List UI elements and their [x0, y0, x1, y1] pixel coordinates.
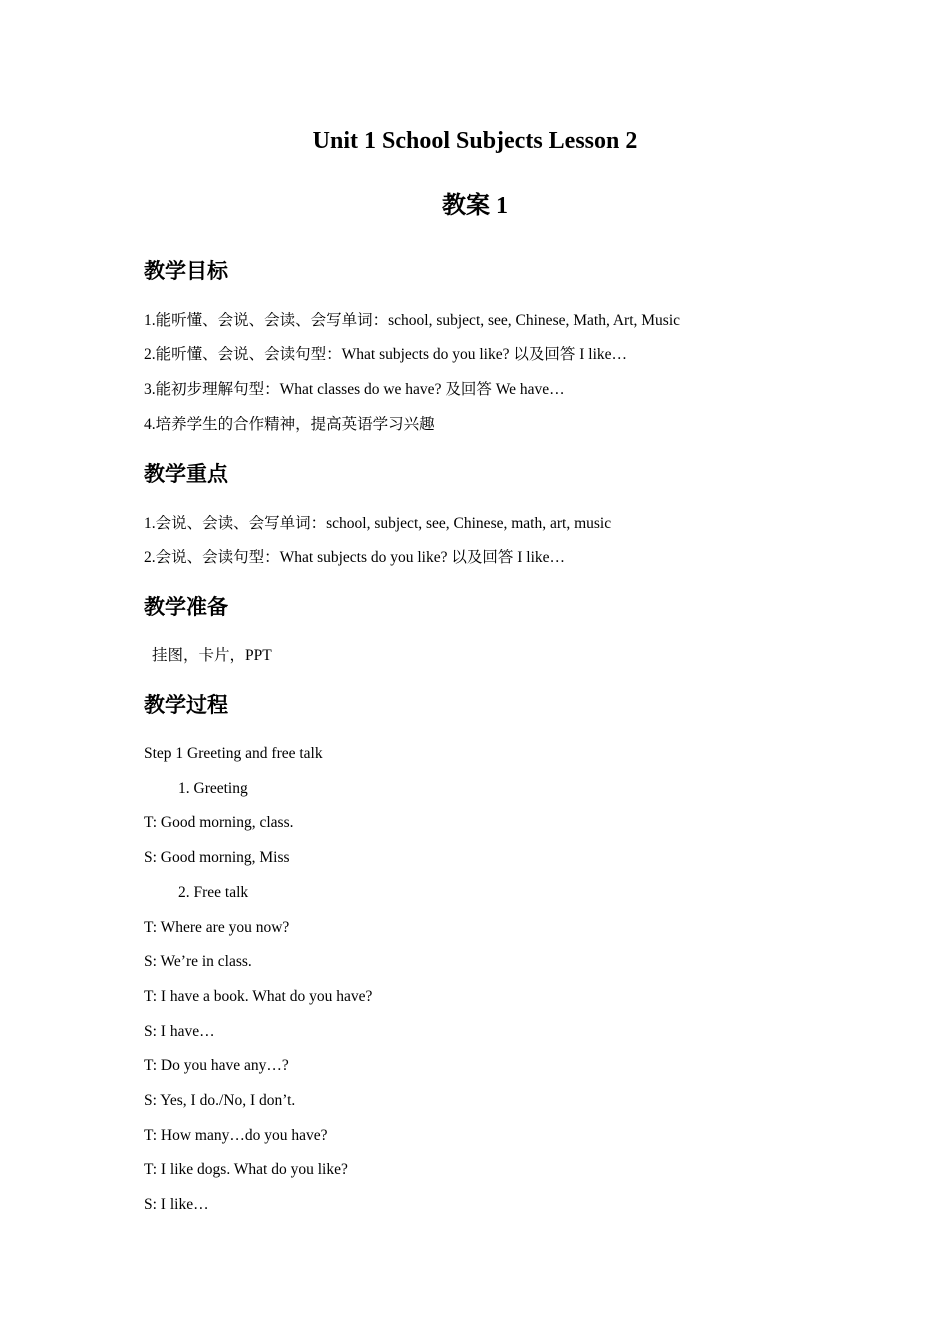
document-subtitle: 教案 1: [442, 193, 508, 219]
process-line: T: How many…do you have?: [144, 1127, 328, 1144]
process-line: T: I like dogs. What do you like?: [144, 1161, 348, 1178]
key-points-heading: 教学重点: [144, 462, 228, 486]
process-line: S: Good morning, Miss: [144, 849, 290, 866]
process-line: S: I like…: [144, 1196, 209, 1213]
objectives-heading: 教学目标: [144, 259, 228, 283]
process-line: T: Good morning, class.: [144, 814, 294, 831]
process-line: S: We’re in class.: [144, 953, 252, 970]
process-line: T: Where are you now?: [144, 919, 290, 936]
key-point-item-2: 2.会说、会读句型：What subjects do you like? 以及回答 I like…: [144, 549, 566, 566]
objective-item-1: 1.能听懂、会说、会读、会写单词：school, subject, see, Chinese, Math, Art, Music: [144, 312, 680, 329]
document-title: Unit 1 School Subjects Lesson 2: [312, 128, 638, 154]
preparation-heading: 教学准备: [144, 595, 228, 619]
objective-item-4: 4.培养学生的合作精神，提高英语学习兴趣: [144, 416, 435, 433]
objective-item-2: 2.能听懂、会说、会读句型：What subjects do you like? 以及回答 I like…: [144, 346, 628, 363]
process-line: T: Do you have any…?: [144, 1057, 289, 1074]
process-step-1: Step 1 Greeting and free talk: [144, 745, 323, 762]
process-line: S: Yes, I do./No, I don’t.: [144, 1092, 296, 1109]
objective-item-3: 3.能初步理解句型：What classes do we have? 及回答 We have…: [144, 381, 565, 398]
key-point-item-1: 1.会说、会读、会写单词：school, subject, see, Chinese, math, art, music: [144, 515, 612, 532]
process-substep-free-talk: 2. Free talk: [178, 884, 249, 901]
process-heading: 教学过程: [144, 693, 228, 717]
process-substep-greeting: 1. Greeting: [178, 780, 248, 797]
process-line: T: I have a book. What do you have?: [144, 988, 373, 1005]
preparation-text: 挂图，卡片，PPT: [152, 647, 272, 664]
process-line: S: I have…: [144, 1023, 215, 1040]
